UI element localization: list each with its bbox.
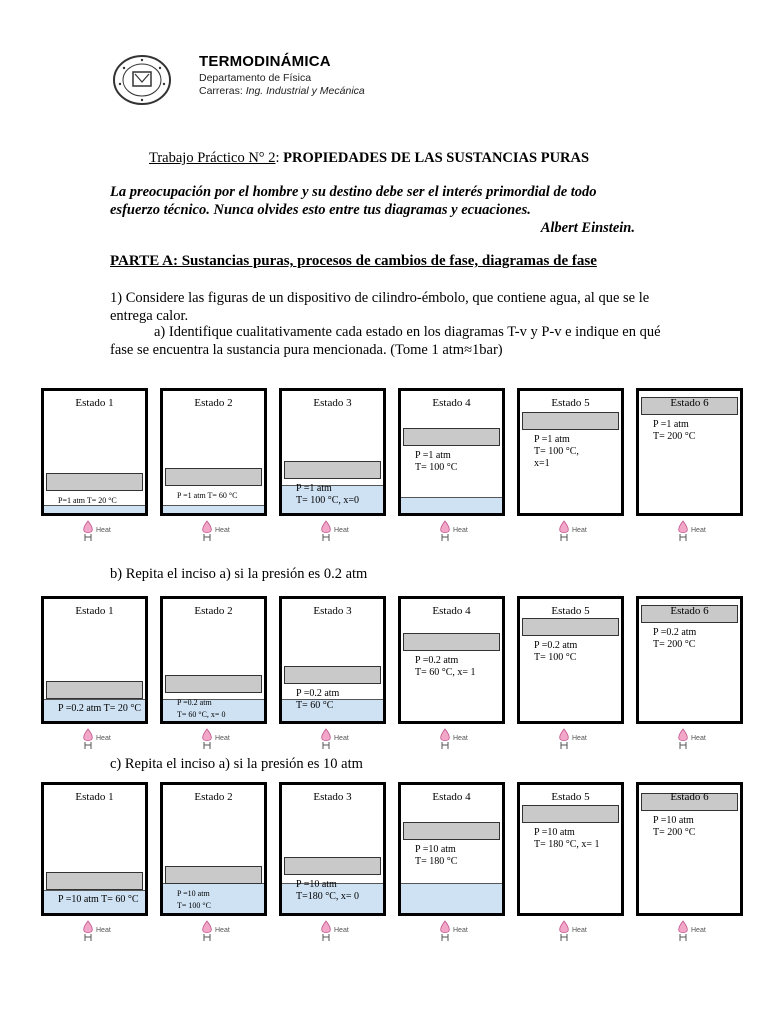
- state-panel: [160, 388, 270, 544]
- state-conditions: [415, 450, 457, 474]
- condition-line: P =10 atm: [177, 889, 210, 898]
- piston: [284, 857, 381, 875]
- flame-icon: [81, 728, 95, 750]
- heat-label: Heat: [453, 927, 468, 934]
- flame-icon: [81, 520, 95, 542]
- heat-source: [319, 520, 379, 542]
- condition-line: T= 200 °C: [653, 431, 696, 442]
- state-panel: [398, 388, 508, 544]
- state-label: Estado 5: [551, 791, 590, 803]
- flame-icon: [200, 520, 214, 542]
- state-label: Estado 4: [432, 397, 471, 409]
- state-panel: [517, 782, 627, 944]
- heat-label: Heat: [334, 927, 349, 934]
- piston: [284, 461, 381, 479]
- condition-line: P =10 atm: [296, 879, 337, 890]
- state-panel: [398, 596, 508, 752]
- piston: [46, 872, 143, 890]
- piston: [165, 675, 262, 693]
- piston: [46, 473, 143, 491]
- state-label: Estado 1: [75, 791, 114, 803]
- state-label: Estado 6: [670, 791, 709, 803]
- careers-label: Carreras:: [199, 85, 246, 97]
- state-label: Estado 6: [670, 605, 709, 617]
- tp-title: [149, 150, 589, 167]
- quote-text: La preocupación por el hombre y su destino debe ser el interés primordial de todo esfuerzo técnico. Nunca olvides esto entre tus diagramas y ecuaciones.: [110, 184, 597, 218]
- heat-label: Heat: [215, 735, 230, 742]
- condition-line: T= 100 °C: [534, 652, 577, 663]
- condition-line: T= 60 °C, x= 1: [415, 667, 476, 678]
- condition-line: T= 100 °C: [177, 901, 211, 910]
- piston: [522, 618, 619, 636]
- heat-source: [81, 920, 141, 942]
- piston: [403, 633, 500, 651]
- piston-cylinder: [398, 388, 505, 516]
- state-label: Estado 6: [670, 397, 709, 409]
- heat-source: [200, 728, 260, 750]
- condition-line: T= 200 °C: [653, 827, 696, 838]
- state-conditions: [58, 495, 117, 507]
- heat-label: Heat: [572, 927, 587, 934]
- heat-label: Heat: [691, 927, 706, 934]
- tp-topic: PROPIEDADES DE LAS SUSTANCIAS PURAS: [283, 150, 590, 166]
- state-label: Estado 1: [75, 605, 114, 617]
- condition-line: T= 100 °C,: [534, 446, 579, 457]
- state-panel: [41, 596, 151, 752]
- question-1a: a) Identifique cualitativamente cada estado en los diagramas T-v y P-v e indique en qué fase se encuentra la sustancia pura mencionada. (Tome 1 atm≈1bar): [110, 324, 661, 358]
- state-panel: [160, 596, 270, 752]
- flame-icon: [557, 920, 571, 942]
- university-seal-logo: [112, 54, 172, 106]
- condition-line: P =1 atm: [534, 434, 570, 445]
- piston-cylinder: [636, 388, 743, 516]
- piston-cylinder: [160, 782, 267, 916]
- piston-cylinder: [41, 596, 148, 724]
- flame-icon: [676, 728, 690, 750]
- condition-line: P =1 atm: [296, 483, 332, 494]
- heat-source: [438, 920, 498, 942]
- piston-cylinder: [517, 782, 624, 916]
- state-conditions: [534, 827, 600, 851]
- condition-line: P =10 atm T= 60 °C: [58, 894, 139, 905]
- condition-line: T= 60 °C: [296, 700, 334, 711]
- heat-label: Heat: [691, 735, 706, 742]
- course-title: TERMODINÁMICA: [199, 53, 331, 70]
- flame-icon: [319, 920, 333, 942]
- heat-source: [438, 520, 498, 542]
- condition-line: P =1 atm T= 60 °C: [177, 491, 238, 500]
- piston-cylinder: [279, 782, 386, 916]
- piston: [403, 822, 500, 840]
- careers-line: [199, 85, 365, 97]
- flame-icon: [200, 728, 214, 750]
- state-conditions: [58, 703, 141, 715]
- piston: [403, 428, 500, 446]
- piston: [522, 412, 619, 430]
- heat-source: [676, 920, 736, 942]
- state-conditions: [415, 844, 457, 868]
- condition-line: P =10 atm: [534, 827, 575, 838]
- liquid-water: [401, 497, 502, 513]
- question-1: 1) Considere las figuras de un dispositivo de cilindro-émbolo, que contiene agua, al que se le entrega calor.: [110, 290, 650, 324]
- flame-icon: [557, 520, 571, 542]
- flame-icon: [676, 920, 690, 942]
- piston-cylinder: [160, 596, 267, 724]
- state-conditions: [653, 815, 695, 839]
- heat-label: Heat: [572, 527, 587, 534]
- heat-label: Heat: [215, 527, 230, 534]
- condition-line: T=180 °C, x= 0: [296, 891, 360, 902]
- condition-line: P =0.2 atm: [534, 640, 578, 651]
- flame-icon: [319, 520, 333, 542]
- heat-source: [676, 728, 736, 750]
- state-label: Estado 4: [432, 605, 471, 617]
- condition-line: P =0.2 atm: [415, 655, 459, 666]
- piston-cylinder: [398, 596, 505, 724]
- heat-label: Heat: [334, 735, 349, 742]
- state-label: Estado 4: [432, 791, 471, 803]
- condition-line: x=1: [534, 458, 550, 469]
- state-panel: [41, 782, 151, 944]
- state-conditions: [415, 655, 476, 679]
- state-conditions: [177, 888, 211, 912]
- state-conditions: [296, 483, 359, 507]
- condition-line: P =1 atm: [653, 419, 689, 430]
- state-label: Estado 5: [551, 397, 590, 409]
- state-conditions: [177, 490, 237, 502]
- condition-line: T= 180 °C, x= 1: [534, 839, 600, 850]
- state-panel: [279, 388, 389, 544]
- heat-source: [557, 920, 617, 942]
- condition-line: P =0.2 atm: [296, 688, 340, 699]
- condition-line: T= 180 °C: [415, 856, 458, 867]
- piston-cylinder: [517, 388, 624, 516]
- state-label: Estado 1: [75, 397, 114, 409]
- condition-line: T= 200 °C: [653, 639, 696, 650]
- piston-cylinder: [636, 596, 743, 724]
- heat-source: [676, 520, 736, 542]
- condition-line: P=1 atm T= 20 °C: [58, 496, 117, 505]
- heat-label: Heat: [215, 927, 230, 934]
- question-1c: c) Repita el inciso a) si la presión es 10 atm: [110, 756, 363, 772]
- heat-source: [319, 728, 379, 750]
- state-label: Estado 2: [194, 791, 233, 803]
- piston-cylinder: [41, 388, 148, 516]
- condition-line: T= 100 °C: [415, 462, 458, 473]
- piston-cylinder: [636, 782, 743, 916]
- tp-colon: :: [275, 150, 284, 166]
- flame-icon: [81, 920, 95, 942]
- piston-cylinder: [398, 782, 505, 916]
- department-line: Departamento de Física: [199, 72, 312, 84]
- heat-label: Heat: [96, 927, 111, 934]
- heat-label: Heat: [96, 527, 111, 534]
- heat-label: Heat: [453, 735, 468, 742]
- tp-label: Trabajo Práctico N° 2: [149, 150, 276, 166]
- state-panel: [636, 388, 746, 544]
- part-a-heading: PARTE A: Sustancias puras, procesos de cambios de fase, diagramas de fase: [110, 253, 597, 269]
- quote-author: Albert Einstein.: [540, 220, 635, 236]
- state-panel: [636, 782, 746, 944]
- heat-label: Heat: [691, 527, 706, 534]
- flame-icon: [438, 728, 452, 750]
- state-conditions: [58, 894, 139, 906]
- state-panel: [160, 782, 270, 944]
- liquid-water: [163, 505, 264, 513]
- flame-icon: [676, 520, 690, 542]
- state-panel: [279, 782, 389, 944]
- flame-icon: [438, 520, 452, 542]
- condition-line: P =1 atm: [415, 450, 451, 461]
- flame-icon: [200, 920, 214, 942]
- careers-value: Ing. Industrial y Mecánica: [245, 85, 365, 97]
- heat-source: [438, 728, 498, 750]
- condition-line: P =0.2 atm: [177, 698, 212, 707]
- flame-icon: [438, 920, 452, 942]
- state-panel: [517, 388, 627, 544]
- state-label: Estado 3: [313, 605, 352, 617]
- state-conditions: [653, 627, 696, 651]
- condition-line: P =0.2 atm T= 20 °C: [58, 703, 142, 714]
- piston: [522, 805, 619, 823]
- flame-icon: [557, 728, 571, 750]
- condition-line: P =0.2 atm: [653, 627, 697, 638]
- heat-source: [557, 728, 617, 750]
- heat-source: [200, 920, 260, 942]
- heat-label: Heat: [96, 735, 111, 742]
- heat-source: [319, 920, 379, 942]
- state-panel: [41, 388, 151, 544]
- state-label: Estado 5: [551, 605, 590, 617]
- state-label: Estado 3: [313, 791, 352, 803]
- heat-source: [200, 520, 260, 542]
- piston-cylinder: [41, 782, 148, 916]
- state-conditions: [296, 688, 339, 712]
- state-conditions: [296, 879, 359, 903]
- state-panel: [398, 782, 508, 944]
- state-conditions: [653, 419, 695, 443]
- einstein-quote: [110, 183, 640, 237]
- liquid-water: [401, 883, 502, 913]
- piston: [46, 681, 143, 699]
- heat-source: [557, 520, 617, 542]
- state-label: Estado 3: [313, 397, 352, 409]
- piston-cylinder: [517, 596, 624, 724]
- heat-source: [81, 520, 141, 542]
- state-conditions: [177, 697, 225, 721]
- piston-cylinder: [160, 388, 267, 516]
- heat-label: Heat: [453, 527, 468, 534]
- state-panel: [636, 596, 746, 752]
- state-panel: [517, 596, 627, 752]
- heat-label: Heat: [334, 527, 349, 534]
- piston-cylinder: [279, 388, 386, 516]
- heat-source: [81, 728, 141, 750]
- state-panel: [279, 596, 389, 752]
- state-conditions: [534, 640, 577, 664]
- piston-cylinder: [279, 596, 386, 724]
- heat-label: Heat: [572, 735, 587, 742]
- question-1b: b) Repita el inciso a) si la presión es 0.2 atm: [110, 566, 368, 582]
- flame-icon: [319, 728, 333, 750]
- state-label: Estado 2: [194, 605, 233, 617]
- state-conditions: [534, 434, 579, 470]
- piston: [165, 866, 262, 884]
- condition-line: T= 60 °C, x= 0: [177, 710, 226, 719]
- state-label: Estado 2: [194, 397, 233, 409]
- condition-line: P =10 atm: [653, 815, 694, 826]
- condition-line: T= 100 °C, x=0: [296, 495, 360, 506]
- piston: [284, 666, 381, 684]
- piston: [165, 468, 262, 486]
- condition-line: P =10 atm: [415, 844, 456, 855]
